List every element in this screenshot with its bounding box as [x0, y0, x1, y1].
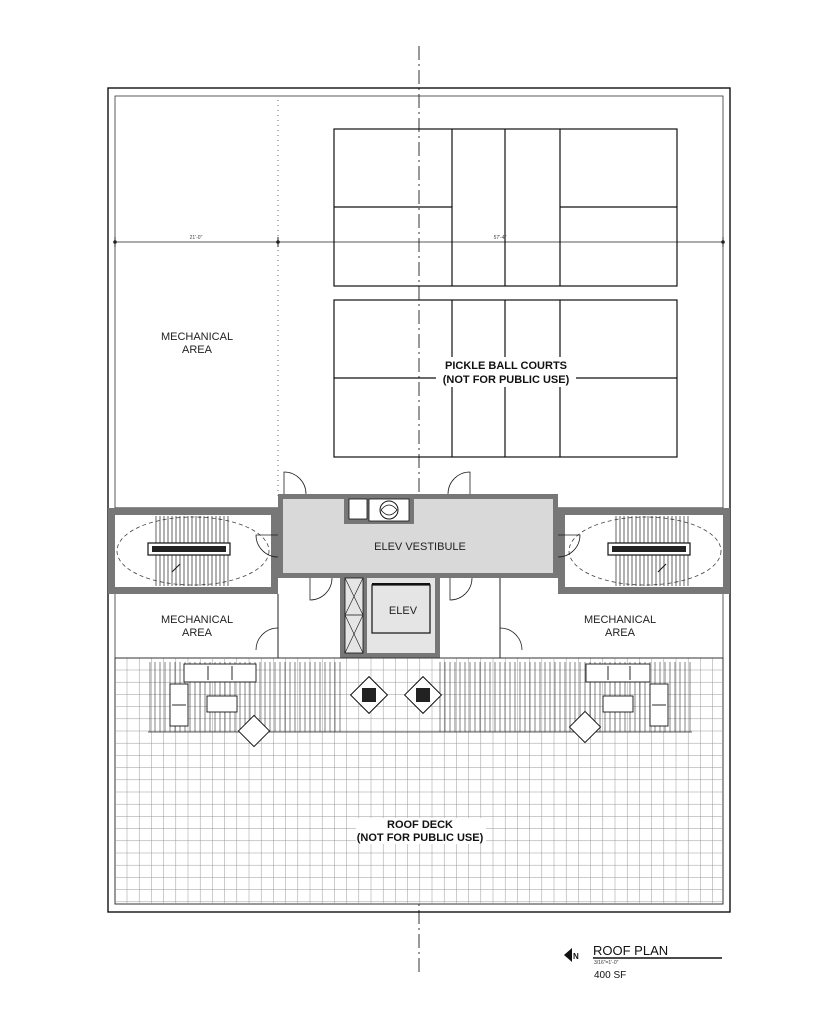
mechanical-se-label-2: AREA — [605, 627, 635, 639]
mechanical-nw-label-1: MECHANICAL — [160, 331, 234, 343]
mechanical-sw-label-2: AREA — [182, 627, 212, 639]
mechanical-nw-label-2: AREA — [182, 344, 212, 356]
title-block — [564, 943, 722, 981]
mechanical-sw-label-1: MECHANICAL — [160, 614, 234, 626]
courts-label-2: (NOT FOR PUBLIC USE) — [442, 374, 570, 386]
vestibule-label: ELEV VESTIBULE — [374, 541, 466, 553]
mechanical-se-label-1: MECHANICAL — [583, 614, 657, 626]
area-note: 400 SF — [594, 970, 627, 981]
svg-text:N: N — [573, 952, 579, 961]
pickleball-court-1 — [334, 129, 677, 286]
elev-vestibule — [278, 494, 558, 578]
east-stair — [558, 508, 730, 594]
title: ROOF PLAN — [593, 943, 669, 958]
west-stair — [108, 508, 278, 594]
deck-label-1: ROOF DECK — [387, 819, 453, 831]
elev-label: ELEV — [388, 605, 418, 617]
dimension-right: 57'-4" — [493, 235, 507, 241]
courts-label-1: PICKLE BALL COURTS — [444, 360, 568, 372]
scale-note: 3/16"=1'-0" — [594, 960, 619, 966]
north-arrow-icon — [564, 948, 579, 962]
deck-label-2: (NOT FOR PUBLIC USE) — [356, 832, 484, 844]
dimension-left: 21'-0" — [189, 235, 203, 241]
